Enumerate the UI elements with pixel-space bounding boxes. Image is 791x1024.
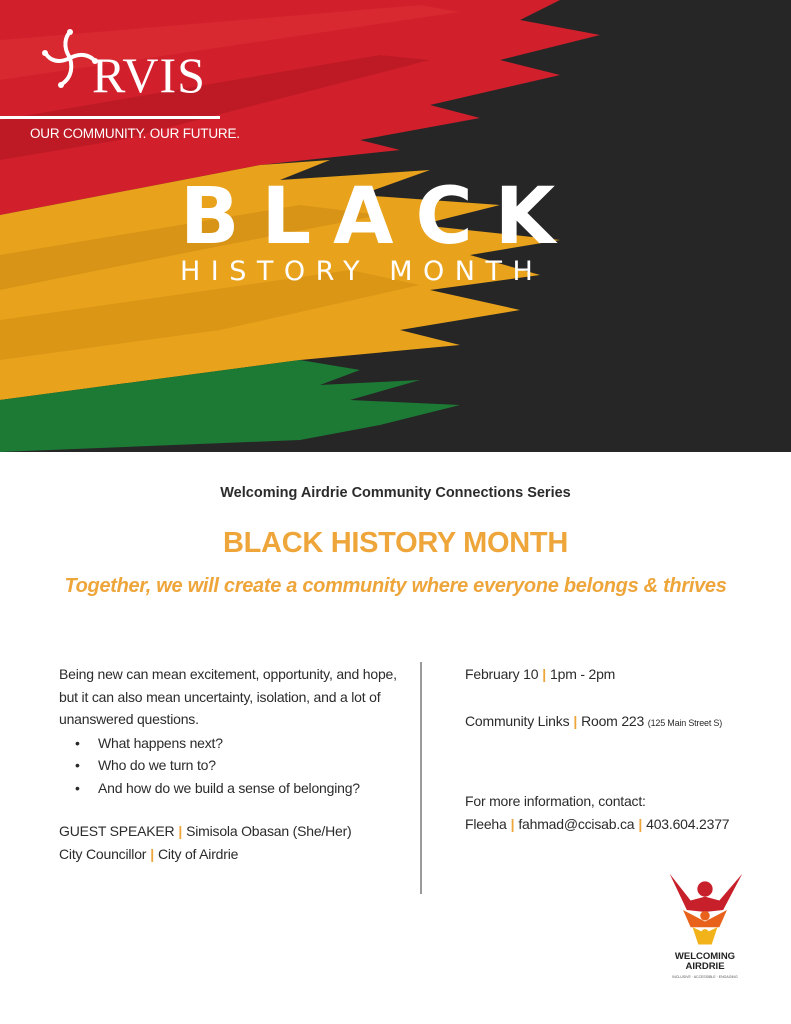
details-column: [465, 663, 785, 835]
address: (125 Main Street S): [647, 717, 723, 728]
speaker-block: [59, 820, 399, 865]
separator: |: [178, 823, 183, 839]
contact-phone: 403.604.2377: [646, 815, 730, 832]
event-date: February 10: [465, 666, 539, 682]
logo-small-text: INCLUSIVE · ACCESSIBLE · ENGAGING: [672, 975, 738, 979]
welcoming-airdrie-logo-icon: [660, 868, 750, 954]
contact-email[interactable]: fahmad@ccisab.ca: [518, 815, 635, 832]
speaker-line: [59, 820, 399, 843]
speaker-org: City of Airdrie: [157, 845, 239, 862]
logo-line-1: WELCOMING: [674, 951, 736, 962]
separator: |: [150, 845, 154, 862]
contact-line: [465, 813, 785, 836]
separator: |: [510, 815, 515, 832]
list-item: • Who do we turn to?: [98, 754, 399, 777]
description-column: [59, 663, 399, 865]
rvis-logo-icon: [40, 28, 100, 88]
contact-name: Fleeha: [465, 815, 507, 832]
welcoming-airdrie-text: [660, 952, 750, 972]
event-heading: BLACK HISTORY MONTH: [223, 527, 568, 559]
column-divider: [420, 662, 422, 894]
series-name: Welcoming Airdrie Community Connections Series: [220, 485, 571, 501]
logo-line-2: AIRDRIE: [685, 961, 725, 972]
question-list: [59, 732, 399, 800]
separator: |: [573, 712, 578, 729]
tagline: OUR COMMUNITY. OUR FUTURE.: [30, 126, 240, 141]
venue: Community Links: [465, 712, 570, 729]
hero-banner: [0, 0, 791, 452]
contact-intro: For more information, contact:: [465, 793, 646, 809]
hero-title: BLACK: [180, 172, 578, 262]
speaker-label: GUEST SPEAKER: [59, 823, 175, 839]
hero-subtitle: HISTORY MONTH: [180, 256, 544, 287]
list-item: • And how do we build a sense of belonging?: [98, 777, 399, 800]
org-logo-text: RVIS: [92, 47, 206, 103]
logo-underline: [0, 116, 220, 119]
date-line: [465, 663, 785, 686]
room: Room 223: [581, 712, 645, 729]
event-slogan: Together, we will create a community where everyone belongs & thrives: [64, 575, 727, 597]
separator: |: [542, 666, 547, 682]
list-item: • What happens next?: [98, 732, 399, 755]
speaker-role: City Councillor: [59, 845, 147, 862]
speaker-name: Simisola Obasan (She/Her): [186, 823, 352, 839]
venue-line: [465, 710, 785, 735]
speaker-role-line: [59, 843, 399, 866]
event-time: 1pm - 2pm: [550, 666, 616, 682]
intro-text: Being new can mean excitement, opportunity, and hope, but it can also mean uncertainty, isolation, and a lot of unanswered questions.: [59, 666, 397, 727]
separator: |: [638, 815, 643, 832]
